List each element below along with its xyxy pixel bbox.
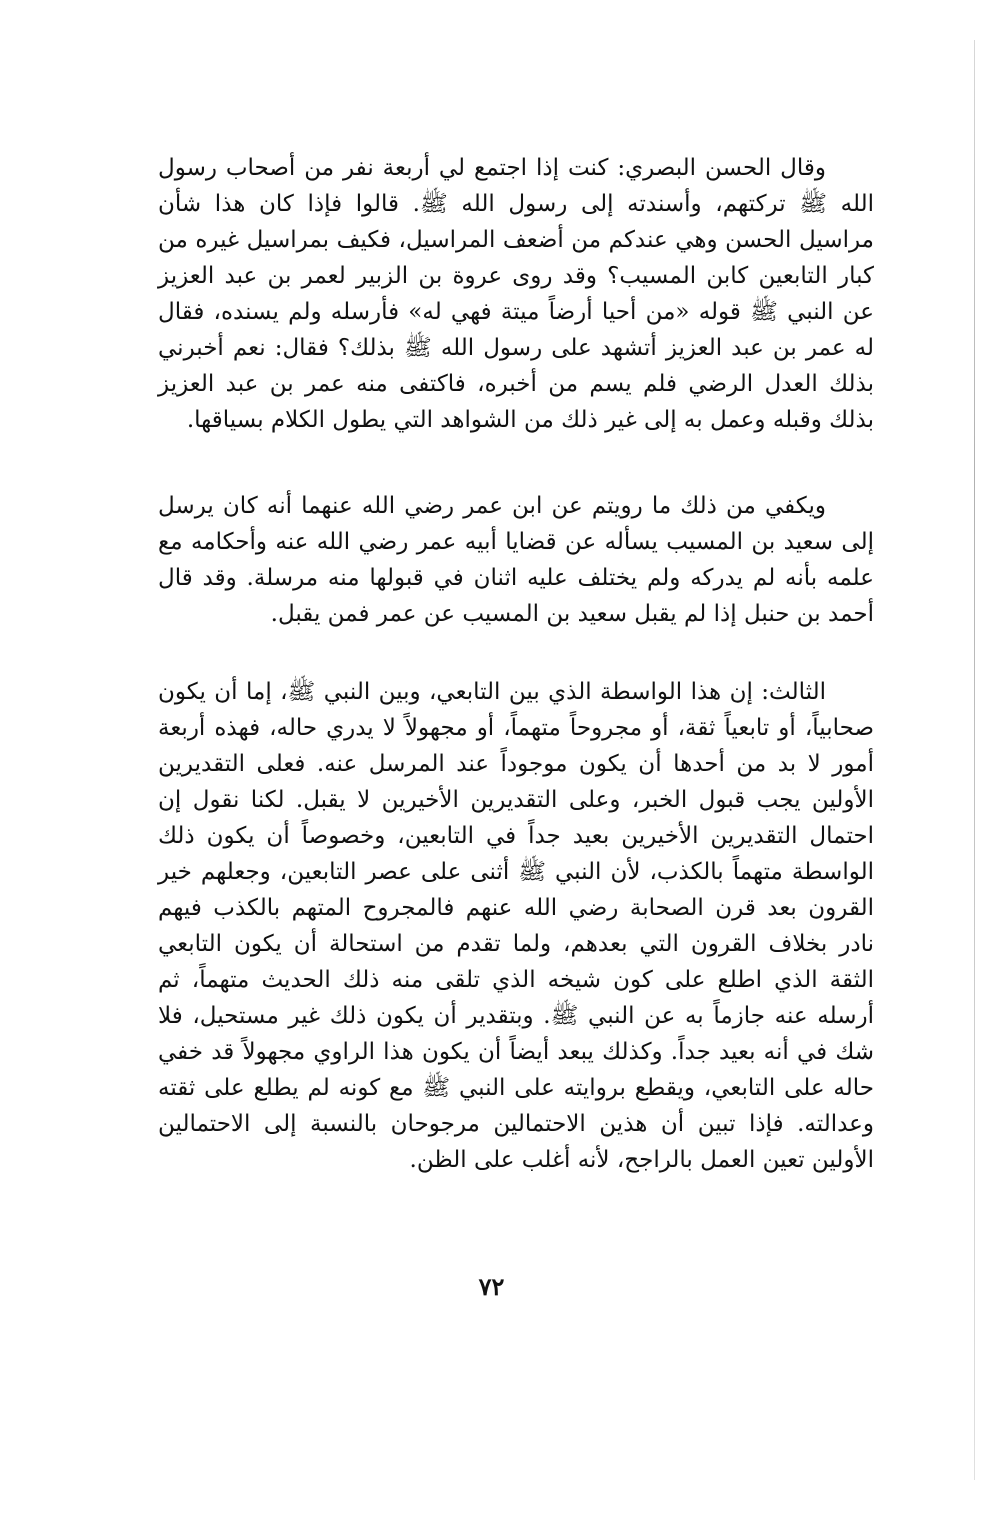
paragraph-text: ويكفي من ذلك ما رويتم عن ابن عمر رضي الله عنهما أنه كان يرسل إلى سعيد بن المسيب يسأله عن قضايا أبيه عمر رضي الله عنه وأحكامه مع علمه بأنه لم يدركه ولم يختلف عليه اثنان في قبولها منه مرسلة. وقد قال أحمد بن حنبل إذا لم يقبل سعيد بن المسيب عن عمر فمن يقبل.	[158, 493, 874, 627]
paragraph-text: الثالث: إن هذا الواسطة الذي بين التابعي، وبين النبي ﷺ، إما أن يكون صحابياً، أو تابعياً ثقة، أو مجروحاً متهماً، أو مجهولاً لا يدري حاله، فهذه أربعة أمور لا بد من أحدها أن يكون موجوداً عند المرسل عنه. فعلى التقديرين الأولين يجب قبول الخبر، وعلى التقديرين الأخيرين لا يقبل. لكنا نقول إن احتمال التقديرين الأخيرين بعيد جداً في التابعين، وخصوصاً أن يكون ذلك الواسطة متهماً بالكذب، لأن النبي ﷺ أثنى على عصر التابعين، وجعلهم خير القرون بعد قرن الصحابة رضي الله عنهم فالمجروح المتهم بالكذب فيهم نادر بخلاف القرون التي بعدهم، ولما تقدم من استحالة أن يكون التابعي الثقة الذي اطلع على كون شيخه الذي تلقى منه ذلك الحديث متهماً، ثم أرسله عنه جازماً به عن النبي ﷺ. وبتقدير أن يكون ذلك غير مستحيل، فلا شك في أنه بعيد جداً. وكذلك يبعد أيضاً أن يكون هذا الراوي مجهولاً قد خفي حاله على التابعي، ويقطع بروايته على النبي ﷺ مع كونه لم يطلع على ثقته وعدالته. فإذا تبين أن هذين الاحتمالين مرجوحان بالنسبة إلى الاحتمالين الأولين تعين العمل بالراجح، لأنه أغلب على الظن.	[158, 679, 874, 1173]
page-number: ٧٢	[478, 1272, 505, 1301]
paragraph-third-argument	[158, 674, 874, 1178]
paragraph-text: وقال الحسن البصري: كنت إذا اجتمع لي أربعة نفر من أصحاب رسول الله ﷺ تركتهم، وأسندته إلى رسول الله ﷺ. قالوا فإذا كان هذا شأن مراسيل الحسن وهي عندكم من أضعف المراسيل، فكيف بمراسيل غيره من كبار التابعين كابن المسيب؟ وقد روى عروة بن الزبير لعمر بن عبد العزيز عن النبي ﷺ قوله «من أحيا أرضاً ميتة فهي له» فأرسله ولم يسنده، فقال له عمر بن عبد العزيز أتشهد على رسول الله ﷺ بذلك؟ فقال: نعم أخبرني بذلك العدل الرضي فلم يسم من أخبره، فاكتفى منه عمر بن عبد العزيز بذلك وقبله وعمل به إلى غير ذلك من الشواهد التي يطول الكلام بسياقها.	[158, 155, 874, 433]
paragraph-hasan-basri-mursal	[158, 150, 874, 438]
paragraph-ibn-umar-saeed	[158, 488, 874, 632]
scan-edge-line	[974, 40, 975, 1480]
